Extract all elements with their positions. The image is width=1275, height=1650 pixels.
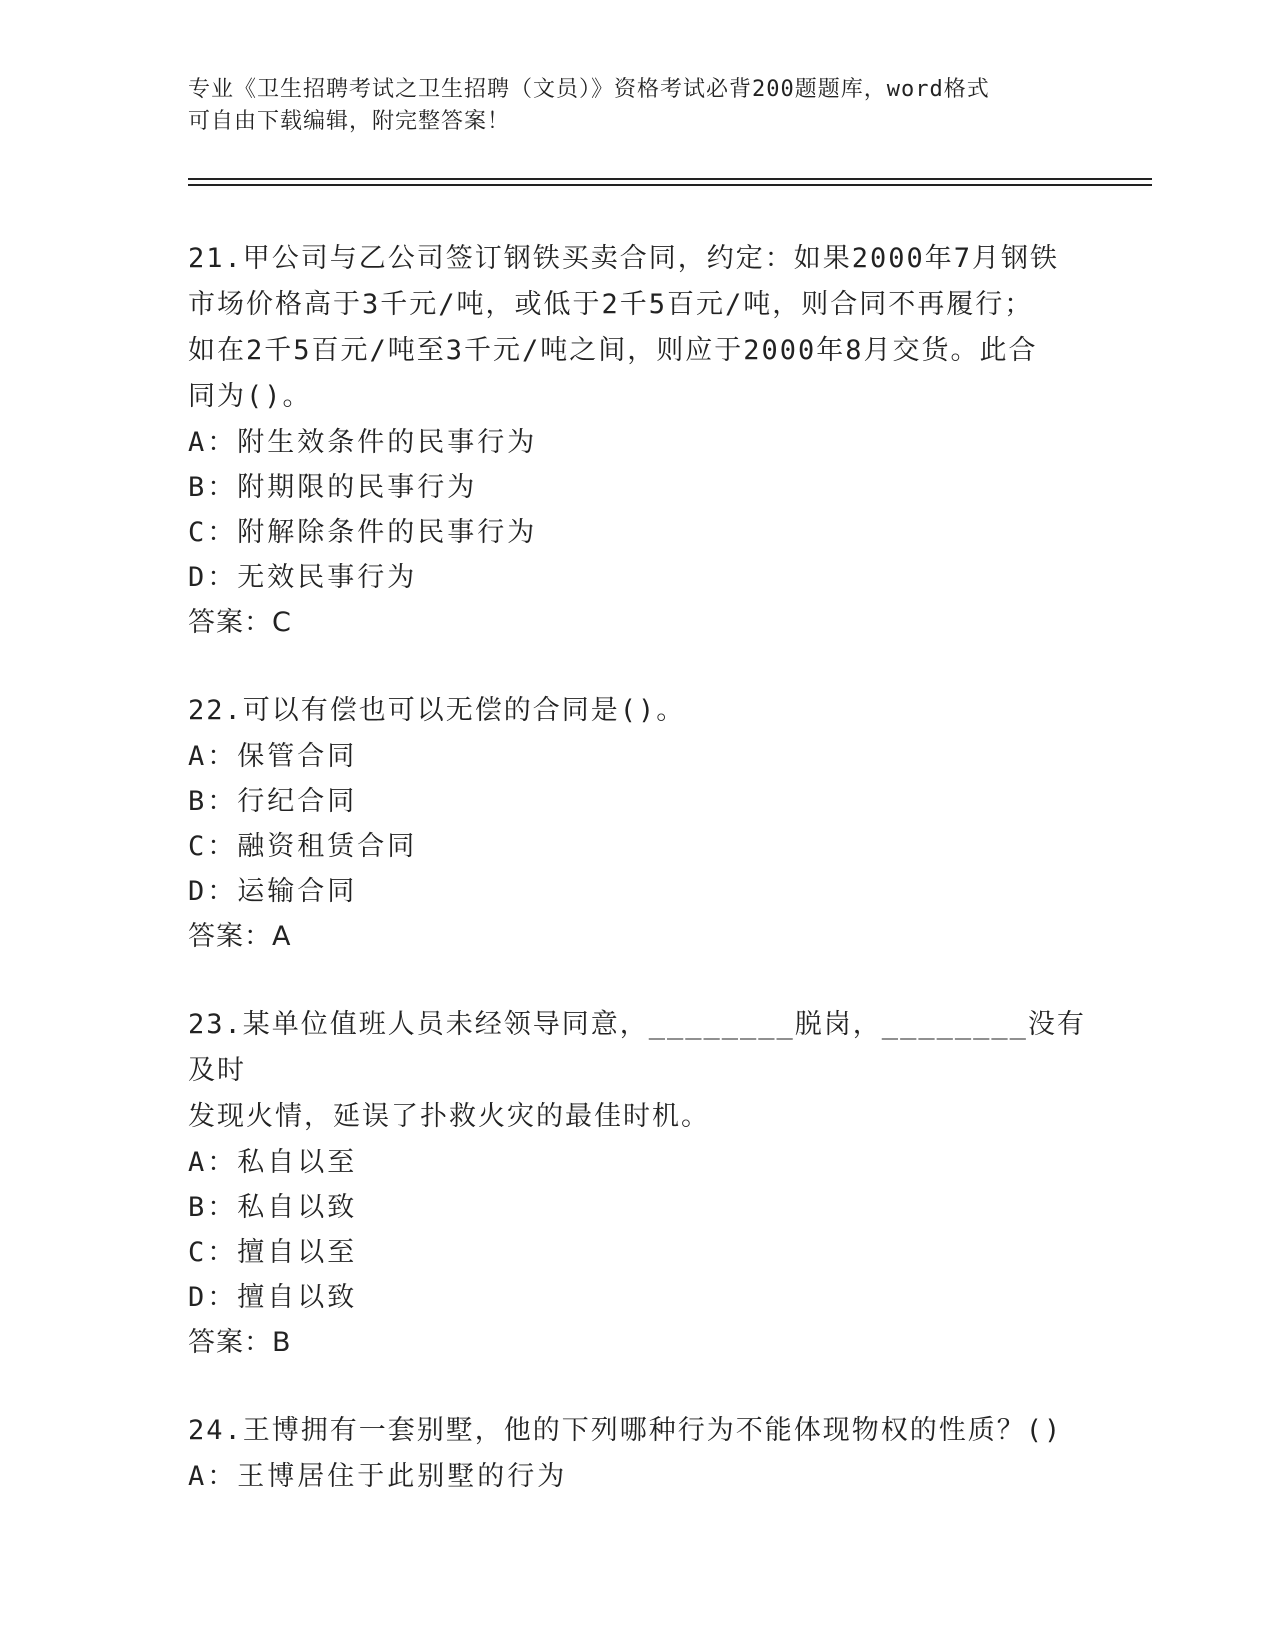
document-header <box>188 74 1088 138</box>
question-24 <box>188 1408 1088 1499</box>
header-divider-top <box>188 178 1152 180</box>
option-c: C：附解除条件的民事行为 <box>188 517 538 548</box>
option-c: C：擅自以至 <box>188 1237 358 1268</box>
header-divider-bottom <box>188 184 1152 186</box>
option-b: B：行纪合同 <box>188 786 358 817</box>
question-text-line: 市场价格高于3千元/吨，或低于2千5百元/吨，则合同不再履行； <box>188 289 1034 320</box>
option-b: B：私自以致 <box>188 1192 358 1223</box>
option-d: D：擅自以致 <box>188 1282 358 1313</box>
option-a: A：王博居住于此别墅的行为 <box>188 1461 568 1492</box>
question-text-line: 22.可以有偿也可以无偿的合同是()。 <box>188 695 686 726</box>
option-a: A：保管合同 <box>188 741 358 772</box>
option-b: B：附期限的民事行为 <box>188 472 478 503</box>
option-c: C：融资租赁合同 <box>188 831 418 862</box>
question-text-line: 21.甲公司与乙公司签订钢铁买卖合同，约定：如果2000年7月钢铁 <box>188 243 1060 274</box>
header-title-line-2: 可自由下载编辑，附完整答案！ <box>188 109 511 134</box>
option-d: D：无效民事行为 <box>188 562 418 593</box>
question-23 <box>188 1002 1088 1366</box>
question-text-line: 23.某单位值班人员未经领导同意，________脱岗，________没有及时 <box>188 1009 1086 1086</box>
header-title-line-1: 专业《卫生招聘考试之卫生招聘（文员）》资格考试必背200题题库，word格式 <box>188 77 990 102</box>
question-text-line: 发现火情，延误了扑救火灾的最佳时机。 <box>188 1101 710 1132</box>
answer-label: 答案：C <box>188 607 292 638</box>
question-text-line: 同为()。 <box>188 381 312 412</box>
option-a: A：私自以至 <box>188 1147 358 1178</box>
question-text-line: 如在2千5百元/吨至3千元/吨之间，则应于2000年8月交货。此合 <box>188 335 1038 366</box>
answer-label: 答案：A <box>188 921 292 952</box>
option-a: A：附生效条件的民事行为 <box>188 427 538 458</box>
question-22 <box>188 688 1088 960</box>
question-text-line: 24.王博拥有一套别墅，他的下列哪种行为不能体现物权的性质？() <box>188 1415 1063 1446</box>
option-d: D：运输合同 <box>188 876 358 907</box>
answer-label: 答案：B <box>188 1327 292 1358</box>
question-list <box>188 236 1088 1541</box>
question-21 <box>188 236 1088 646</box>
